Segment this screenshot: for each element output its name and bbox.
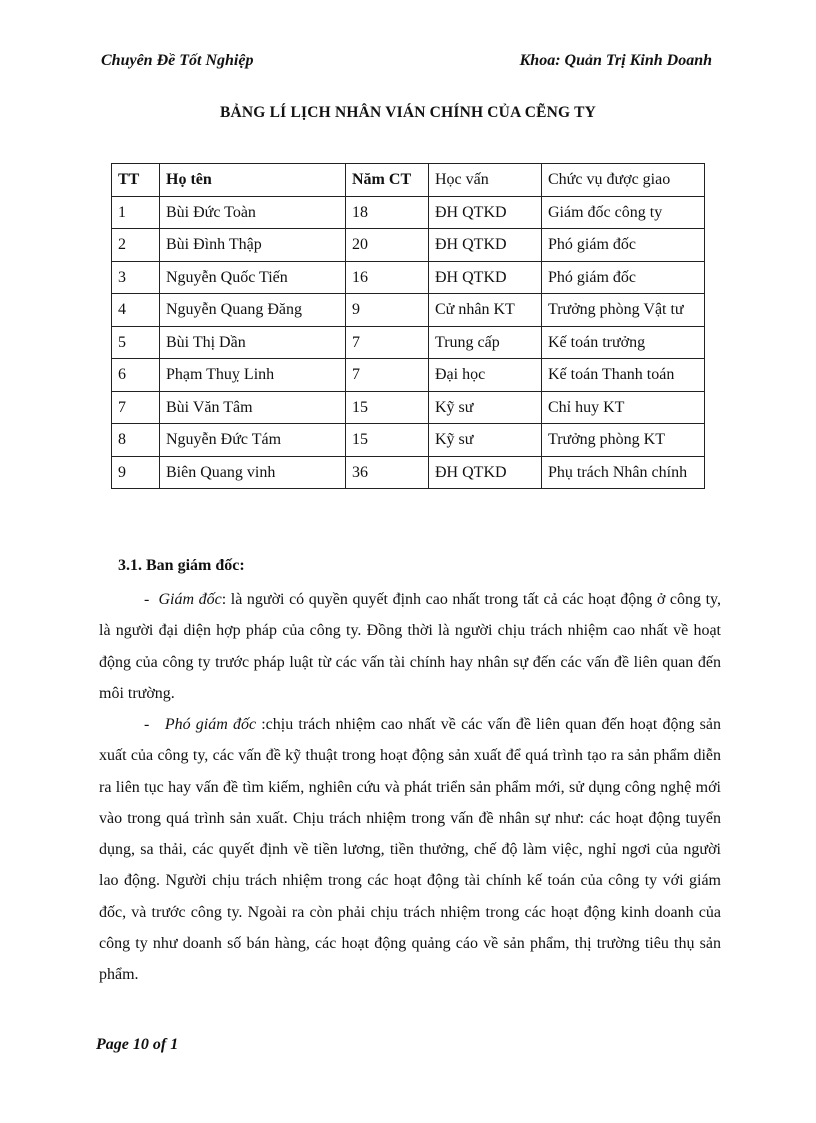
cell-position: Trưởng phòng Vật tư (542, 294, 705, 327)
cell-years: 16 (346, 261, 429, 294)
table-row (112, 391, 705, 424)
cell-name: Bùi Đình Thập (160, 229, 346, 262)
paragraph-deputy-director (99, 709, 721, 991)
cell-years: 15 (346, 391, 429, 424)
cell-years: 36 (346, 456, 429, 489)
staff-table (111, 163, 705, 489)
table-row (112, 294, 705, 327)
cell-tt: 3 (112, 261, 160, 294)
cell-position: Phụ trách Nhân chính (542, 456, 705, 489)
cell-name: Bùi Thị Dần (160, 326, 346, 359)
cell-position: Giám đốc công ty (542, 196, 705, 229)
cell-name: Bùi Đức Toàn (160, 196, 346, 229)
table-row (112, 229, 705, 262)
cell-education: Kỹ sư (429, 424, 542, 457)
cell-position: Trưởng phòng KT (542, 424, 705, 457)
cell-education: Trung cấp (429, 326, 542, 359)
paragraph-director (99, 584, 721, 709)
cell-years: 7 (346, 359, 429, 392)
cell-years: 18 (346, 196, 429, 229)
cell-education: ĐH QTKD (429, 196, 542, 229)
header-right-title: Khoa: Quản Trị Kinh Doanh (519, 52, 712, 69)
table-row (112, 456, 705, 489)
cell-name: Biên Quang vinh (160, 456, 346, 489)
column-header-education: Học vấn (429, 164, 542, 197)
column-header-tt: TT (112, 164, 160, 197)
cell-tt: 9 (112, 456, 160, 489)
cell-years: 9 (346, 294, 429, 327)
header-left-title: Chuyên Đề Tốt Nghiệp (101, 52, 254, 69)
cell-position: Phó giám đốc (542, 229, 705, 262)
cell-education: ĐH QTKD (429, 261, 542, 294)
page-footer: Page 10 of 1 (96, 1036, 179, 1053)
cell-tt: 6 (112, 359, 160, 392)
cell-tt: 4 (112, 294, 160, 327)
cell-name: Bùi Văn Tâm (160, 391, 346, 424)
cell-position: Kế toán Thanh toán (542, 359, 705, 392)
column-header-position: Chức vụ được giao (542, 164, 705, 197)
paragraph-deputy-label: Phó giám đốc (164, 716, 257, 733)
cell-education: Đại học (429, 359, 542, 392)
cell-position: Chỉ huy KT (542, 391, 705, 424)
paragraph-director-text: : là người có quyền quyết định cao nhất trong tất cả các hoạt động ở công ty, là người đại diện hợp pháp của công ty. Đồng thời là người chịu trách nhiệm cao nhất về hoạt động của công ty trước pháp luật từ các vấn tài chính hay nhân sự đến các vấn đề liên quan đến môi trường. (99, 591, 722, 702)
cell-position: Kế toán trưởng (542, 326, 705, 359)
table-header-row (112, 164, 705, 197)
cell-name: Nguyễn Quốc Tiến (160, 261, 346, 294)
table-row (112, 359, 705, 392)
table-row (112, 261, 705, 294)
cell-years: 7 (346, 326, 429, 359)
cell-tt: 1 (112, 196, 160, 229)
cell-education: Cử nhân KT (429, 294, 542, 327)
cell-years: 20 (346, 229, 429, 262)
cell-name: Nguyễn Đức Tám (160, 424, 346, 457)
table-row (112, 326, 705, 359)
cell-name: Nguyễn Quang Đăng (160, 294, 346, 327)
bullet-dash: - (144, 591, 150, 608)
section-heading: 3.1. Ban giám đốc: (118, 557, 245, 574)
cell-position: Phó giám đốc (542, 261, 705, 294)
paragraph-director-label: Giám đốc (158, 591, 222, 608)
cell-education: Kỹ sư (429, 391, 542, 424)
cell-years: 15 (346, 424, 429, 457)
cell-education: ĐH QTKD (429, 229, 542, 262)
cell-education: ĐH QTKD (429, 456, 542, 489)
column-header-name: Họ tên (160, 164, 346, 197)
cell-tt: 7 (112, 391, 160, 424)
table-row (112, 424, 705, 457)
table-row (112, 196, 705, 229)
paragraph-deputy-text: :chịu trách nhiệm cao nhất về các vấn đề liên quan đến hoạt động sản xuất của công ty, các vấn đề kỹ thuật trong hoạt động sản xuất để quá trình tạo ra sản phẩm diễn ra liên tục hay vấn đề tìm kiếm, nghiên cứu và phát triển sản phẩm mới, sử dụng công nghệ mới vào trong quá trình sản xuất. Chịu trách nhiệm trong vấn đề nhân sự như: các hoạt động tuyển dụng, sa thải, các quyết định về tiền lương, tiền thưởng, chế độ làm việc, nghỉ ngơi của người lao động. Người chịu trách nhiệm trong các hoạt động tài chính kế toán của công ty với giám đốc, và trước công ty. Ngoài ra còn phải chịu trách nhiệm trong các hoạt động kinh doanh của công ty như doanh số bán hàng, các hoạt động quảng cáo về sản phẩm, thị trường tiêu thụ sản phẩm. (99, 716, 722, 984)
cell-tt: 5 (112, 326, 160, 359)
cell-name: Phạm Thuỵ Linh (160, 359, 346, 392)
bullet-dash: - (144, 716, 150, 733)
cell-tt: 2 (112, 229, 160, 262)
cell-tt: 8 (112, 424, 160, 457)
column-header-years: Năm CT (346, 164, 429, 197)
page-header (101, 52, 712, 74)
table-title: BẢNG LÍ LỊCH NHÂN VIÁN CHÍNH CỦA CẼNG TY (219, 104, 597, 121)
